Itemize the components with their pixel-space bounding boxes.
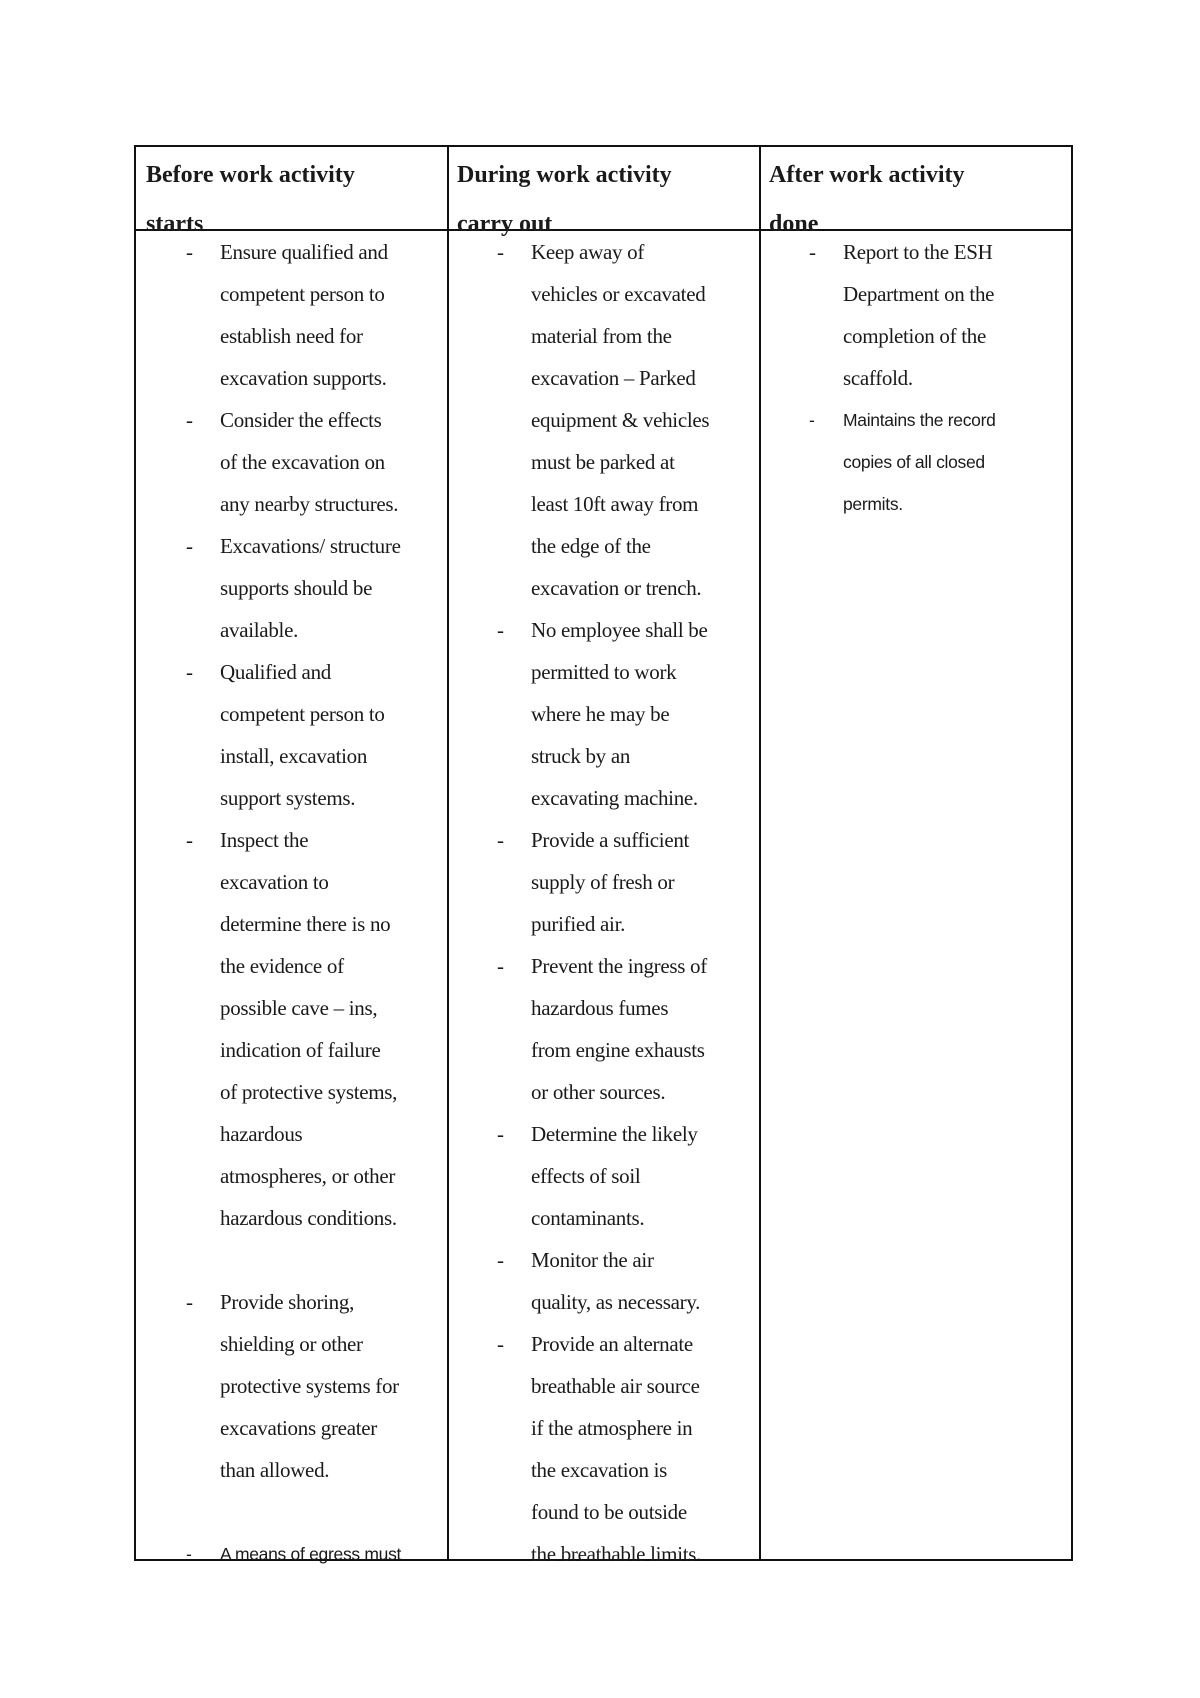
bullet-dash: - [186,660,193,684]
bullet-dash: - [809,410,815,430]
before-work-list [136,231,447,1575]
list-item [447,1239,759,1323]
header-after-work: After work activity done [769,162,965,237]
bullet-dash: - [186,534,193,558]
header-during-work: During work activity carry out [457,162,672,237]
list-item [447,1323,759,1575]
bullet-dash: - [497,240,504,264]
bullet-dash: - [497,828,504,852]
list-item [447,1113,759,1239]
bullet-dash: - [186,1544,192,1564]
bullet-dash: - [497,1332,504,1356]
bullet-dash: - [186,1290,193,1314]
item-text: Maintains the record copies of all closed permits. [843,410,996,514]
item-text: No employee shall be permitted to work where he may be struck by an excavating machine. [531,618,708,810]
list-item [136,819,447,1239]
list-item [447,231,759,609]
during-work-column [447,231,759,1575]
bullet-dash: - [186,408,193,432]
after-work-list [759,231,1073,525]
item-text: Determine the likely effects of soil contaminants. [531,1122,698,1230]
bullet-dash: - [809,240,816,264]
list-item [136,1281,447,1491]
during-work-list [447,231,759,1575]
item-text: Prevent the ingress of hazardous fumes from engine exhausts or other sources. [531,954,707,1104]
item-text: Monitor the air quality, as necessary. [531,1248,701,1314]
header-before-work: Before work activity starts [146,162,355,237]
before-work-column [136,231,447,1575]
checklist-table [134,145,1073,1566]
list-item [447,819,759,945]
list-item [136,1533,447,1575]
list-item [136,399,447,525]
list-item [759,399,1073,525]
bullet-dash: - [497,1122,504,1146]
list-item [447,945,759,1113]
item-text: Ensure qualified and competent person to establish need for excavation supports. [220,240,388,390]
item-text: Excavations/ structure supports should be available. [220,534,401,642]
bullet-dash: - [497,954,504,978]
item-text: Provide an alternate breathable air source if the atmosphere in the excavation is found to be outside the breathable limits. [531,1332,702,1566]
bullet-dash: - [186,828,193,852]
list-item [447,609,759,819]
bullet-dash: - [497,1248,504,1272]
item-text: Provide shoring, shielding or other protective systems for excavations greater than allowed. [220,1290,399,1482]
list-item [136,651,447,819]
item-text: Report to the ESH Department on the completion of the scaffold. [843,240,995,390]
item-text: Provide a sufficient supply of fresh or purified air. [531,828,690,936]
bullet-dash: - [186,240,193,264]
list-item [136,231,447,399]
list-item [136,525,447,651]
after-work-column [759,231,1073,525]
item-text: A means of egress must [220,1544,402,1564]
bullet-dash: - [497,618,504,642]
item-text: Inspect the excavation to determine there is no the evidence of possible cave – ins, indication of failure of protective systems, hazardous atmospheres, or other hazardous conditions. [220,828,398,1230]
item-text: Keep away of vehicles or excavated material from the excavation – Parked equipment & vehicles must be parked at least 10ft away from the edge of the excavation or trench. [531,240,710,600]
item-text: Qualified and competent person to install, excavation support systems. [220,660,385,810]
list-item [759,231,1073,399]
item-text: Consider the effects of the excavation on any nearby structures. [220,408,399,516]
